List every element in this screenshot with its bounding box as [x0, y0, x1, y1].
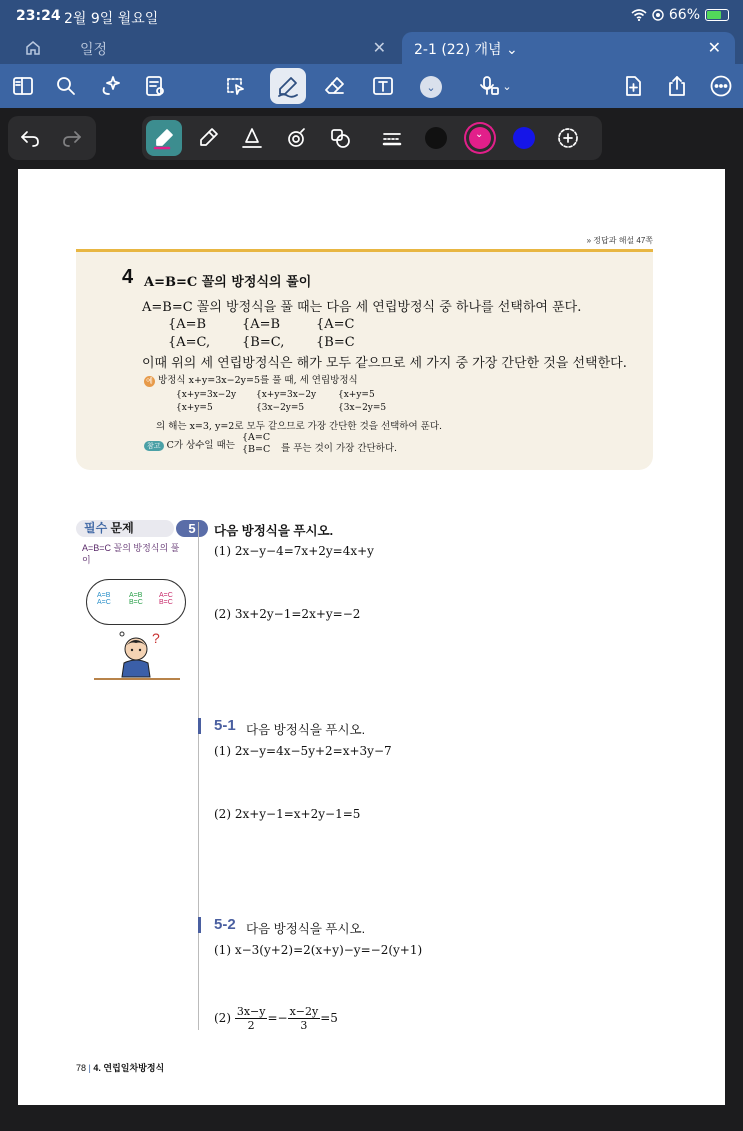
ballpoint-pen-button[interactable]	[190, 120, 226, 156]
undo-button[interactable]	[12, 120, 48, 156]
note-line: 참고 C가 상수일 때는	[144, 437, 235, 451]
chevron-down-icon: ⌄	[502, 79, 512, 93]
ai-button[interactable]	[96, 71, 126, 101]
pen-options-group	[142, 116, 602, 160]
cloud-system-3: A=C B=C	[159, 592, 173, 606]
sticker-tool-button[interactable]	[322, 120, 358, 156]
cloud-system-2: A=B B=C	[129, 592, 143, 606]
redo-icon	[60, 126, 84, 150]
problem-heading: 다음 방정식을 푸시오.	[214, 524, 334, 538]
concept-box	[76, 249, 653, 470]
note-system: {A=C {B=C	[242, 432, 271, 455]
status-date: 2월 9일 월요일	[64, 11, 159, 27]
more-options-button[interactable]	[706, 71, 736, 101]
note-badge: 참고	[144, 441, 164, 451]
eraser-icon	[323, 74, 347, 98]
subproblem-heading: 다음 방정식을 푸시오.	[246, 723, 366, 737]
wifi-icon	[631, 9, 647, 21]
main-toolbar	[0, 64, 743, 108]
problem-number: 5	[176, 520, 208, 537]
answer-reference: » 정답과 해설 47쪽	[586, 236, 653, 245]
add-page-button[interactable]	[618, 71, 648, 101]
shape-icon	[284, 126, 308, 150]
pen-tool-button[interactable]	[270, 68, 306, 104]
brush-pen-button[interactable]	[234, 120, 270, 156]
example-system-2: {x+y=3x−2y {3x−2y=5	[256, 390, 317, 413]
battery-percent: 66%	[668, 7, 700, 23]
document-page[interactable]	[18, 169, 725, 1105]
close-icon[interactable]: ✕	[707, 38, 721, 57]
example-badge: 예	[144, 376, 155, 387]
status-right	[631, 7, 729, 23]
battery-icon	[705, 9, 729, 21]
search-icon	[54, 74, 78, 98]
add-color-button[interactable]	[550, 120, 586, 156]
search-button[interactable]	[51, 71, 81, 101]
cloud-system-1: A=B A=C	[97, 592, 111, 606]
shape-tool-button[interactable]	[278, 120, 314, 156]
tab-schedule[interactable]	[58, 32, 398, 64]
subproblem-number: 5-2	[214, 916, 236, 933]
status-bar	[0, 0, 743, 32]
sub-marker	[198, 917, 201, 933]
color-pink-swatch[interactable]	[469, 127, 491, 149]
example-system-3: {x+y=5 {3x−2y=5	[338, 390, 387, 413]
lasso-icon	[223, 74, 247, 98]
system-1: {A=B {A=C,	[168, 317, 211, 350]
subproblem-heading: 다음 방정식을 푸시오.	[246, 922, 366, 936]
more-tools-button[interactable]	[420, 76, 442, 98]
ballpoint-pen-icon	[196, 126, 220, 150]
subproblem-5-2-2: (2) $\frac{3x-y}{2}$ =− $\frac{x-2y}{3}$ =5	[214, 1005, 338, 1032]
status-time: 23:24	[16, 8, 61, 24]
add-color-icon	[556, 126, 580, 150]
chapter-name: 4. 연립일차방정식	[93, 1063, 165, 1073]
textbox-icon	[371, 74, 395, 98]
section-number: 4	[122, 266, 134, 288]
concept-line-2: 이때 위의 세 연립방정식은 해가 모두 같으므로 세 가지 중 가장 간단한 것을 선택한다.	[142, 356, 627, 371]
undo-redo-group	[8, 116, 96, 160]
tab-active-document[interactable]	[402, 32, 735, 64]
section-title: A=B=C 꼴의 방정식의 풀이	[144, 275, 312, 290]
problem-5-2: (2) 3x+2y−1=2x+y=−2	[214, 607, 361, 621]
page-number: 78	[76, 1063, 87, 1073]
color-blue-swatch[interactable]	[513, 127, 535, 149]
line-thickness-icon	[380, 126, 404, 150]
fountain-pen-icon	[152, 126, 176, 150]
undo-icon	[18, 126, 42, 150]
example-line: 예 방정식 x+y=3x−2y=5를 풀 때, 세 연립방정식	[144, 372, 358, 387]
sub-marker	[198, 718, 201, 734]
required-problem-label: 필수 문제	[76, 520, 174, 537]
example-system-1: {x+y=3x−2y {x+y=5	[176, 390, 237, 413]
subproblem-5-1-1: (1) 2x−y=4x−5y+2=x+3y−7	[214, 744, 392, 758]
notes-button[interactable]	[140, 71, 170, 101]
brush-pen-icon	[240, 126, 264, 150]
textbox-button[interactable]	[368, 71, 398, 101]
subproblem-5-1-2: (2) 2x+y−1=x+2y−1=5	[214, 807, 361, 821]
redo-button[interactable]	[54, 120, 90, 156]
subproblem-5-2-1: (1) x−3(y+2)=2(x+y)−y=−2(y+1)	[214, 943, 423, 957]
location-lock-icon	[652, 9, 664, 21]
eraser-button[interactable]	[320, 71, 350, 101]
close-icon[interactable]: ✕	[372, 38, 386, 57]
system-3: {A=C {B=C	[316, 317, 355, 350]
tab-label: 일정	[80, 42, 108, 58]
subproblem-number: 5-1	[214, 717, 236, 734]
color-black-swatch[interactable]	[425, 127, 447, 149]
home-icon[interactable]	[24, 39, 42, 57]
thought-cloud	[86, 579, 186, 625]
chevron-down-icon: ⌄	[426, 80, 436, 94]
tab-label: 2-1 (22) 개념 ⌄	[414, 42, 518, 58]
sparkle-icon	[99, 74, 123, 98]
thinking-student-illustration	[94, 629, 180, 687]
share-icon	[665, 74, 689, 98]
concept-line-1: A=B=C 꼴의 방정식을 풀 때는 다음 세 연립방정식 중 하나를 선택하여 푼다.	[142, 300, 582, 315]
note-end: 를 푸는 것이 가장 간단하다.	[281, 443, 398, 454]
add-page-icon	[621, 74, 645, 98]
thickness-button[interactable]	[374, 120, 410, 156]
microphone-icon	[478, 74, 502, 98]
column-divider	[198, 522, 199, 1030]
fountain-pen-button[interactable]	[146, 120, 182, 156]
system-2: {A=B {B=C,	[242, 317, 285, 350]
problem-5-1: (1) 2x−y−4=7x+2y=4x+y	[214, 544, 374, 558]
sticker-icon	[328, 126, 352, 150]
side-topic-label: A=B=C 꼴의 방정식의 풀이	[82, 543, 180, 565]
sidebar-toggle-button[interactable]	[8, 71, 38, 101]
pen-toolbar	[0, 108, 743, 169]
example-answer: 의 해는 x=3, y=2로 모두 같으므로 가장 간단한 것을 선택하여 푼다.	[156, 421, 443, 432]
svg-text:?: ?	[152, 630, 160, 646]
record-button[interactable]	[472, 71, 518, 101]
notes-icon	[143, 74, 167, 98]
tab-bar	[0, 32, 743, 64]
lasso-button[interactable]	[220, 71, 250, 101]
more-icon	[709, 74, 733, 98]
chevron-down-icon: ⌄	[475, 129, 484, 140]
pen-icon	[276, 74, 300, 98]
page-footer: 78 | 4. 연립일차방정식	[76, 1063, 165, 1073]
sidebar-icon	[11, 74, 35, 98]
share-button[interactable]	[662, 71, 692, 101]
